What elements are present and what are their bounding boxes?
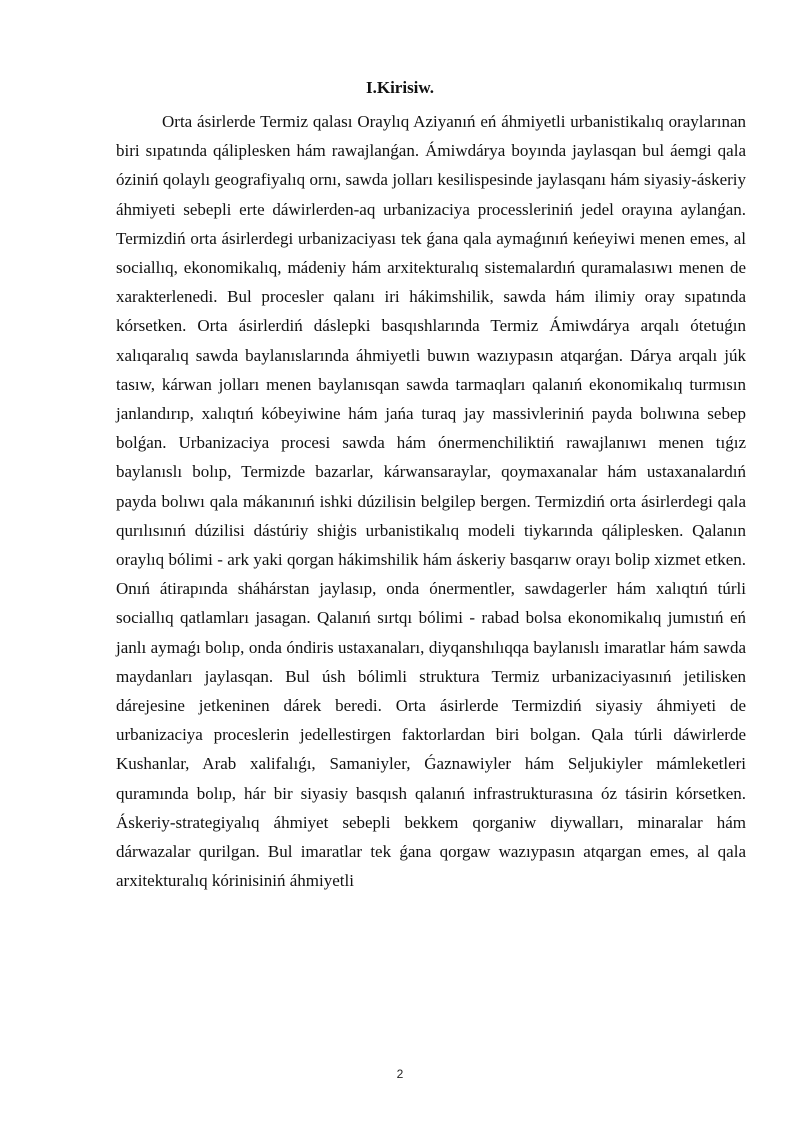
page-title: I.Kirisiw. (365, 78, 434, 97)
body-paragraph: Orta ásirlerde Termiz qalası Oraylıq Aziyanıń eń áhmiyetli urbanistikalıq oraylarınan biri sıpatında qáliplesken hám rawajlanǵan. Ámiwdárya boyında jaylasqan bul áemgi qala óziniń qolaylı geografiyalıq ornı, sawda jolları kesilispesinde jaylasqanı hám siyasiy-áskeriy áhmiyeti sebepli erte dáwirlerden-aq urbanizaciya processleriniń jedel orayına aylanǵan. Termizdiń orta ásirlerdegi urbanizaciyası tek ǵana qala aymaǵınıń keńeyiwi menen emes, al sociallıq, ekonomikalıq, mádeniy hám arxitekturalıq sistemalardıń quramalasıwı menen de xarakterlenedi. Bul procesler qalanı iri hákimshilik, sawda hám ilimiy oray sıpatında kórsetken. Orta ásirlerdiń dáslepki basqıshlarında Termiz Ámiwdárya arqalı ótetuǵın xalıqaralıq sawda baylanıslarında áhmiyetli buwın wazıypasın atqarǵan. Dárya arqalı júk tasıw, kárwan jolları menen baylanısqan sawda tarmaqları qalanıń ekonomikalıq turmısın janlandırıp, xalıqtıń kóbeyiwine hám jańa turaq jay massivleriniń payda bolıwına sebep bolǵan. Urbanizaciya procesi sawda hám ónermenchiliktiń rawajlanıwı menen tıǵız baylanıslı bolıp, Termizde bazarlar, kárwansaraylar, qoymaxanalar hám ustaxanalardıń payda bolıwı qala mákanınıń ishki dúzilisin belgilep bergen. Termizdiń orta ásirlerdegi qala qurılısınıń dúzilisi dástúriy shiģis urbanistikalıq modeli tiykarında qáliplesken. Qalanın oraylıq bólimi - ark yaki qorgan hákimshilik hám áskeriy basqarıw orayı bolip xizmet etken. Onıń átirapında sháhárstan jaylasıp, onda ónermentler, sawdagerler hám xalıqtıń túrli sociallıq qatlamları jasagan. Qalanıń sırtqı bólimi - rabad bolsa ekonomikalıq jumıstıń eń janlı aymaǵı bolıp, onda óndiris ustaxanaları, diyqanshılıqqa baylanıslı imaratlar hám sawda maydanları jaylasqan. Bul úsh bólimli struktura Termiz urbanizaciyasınıń jetilisken dárejesine jetkeninen dárek beredi. Orta ásirlerde Termizdiń siyasiy áhmiyeti de urbanizaciya proceslerin jedellestirgen faktorlardan biri bolgan. Qala túrli dáwirlerde Kushanlar, Arab xalifalıǵı, Samaniyler, Ǵaznawiyler hám Seljukiyler mámleketleri quramında bolıp, hár bir siyasiy basqısh qalanıń infrastrukturasına óz tásirin kórsetken. Áskeriy-strategiyalıq áhmiyet sebepli bekkem qorganiw diywalları, minaralar hám dárwazalar qurilgan. Bul imaratlar tek ǵana qorgaw wazıypasın atqargan emes, al qala arxitekturalıq kórinisiniń áhmiyetli (116, 112, 746, 891)
page-number: 2 (396, 1067, 404, 1081)
